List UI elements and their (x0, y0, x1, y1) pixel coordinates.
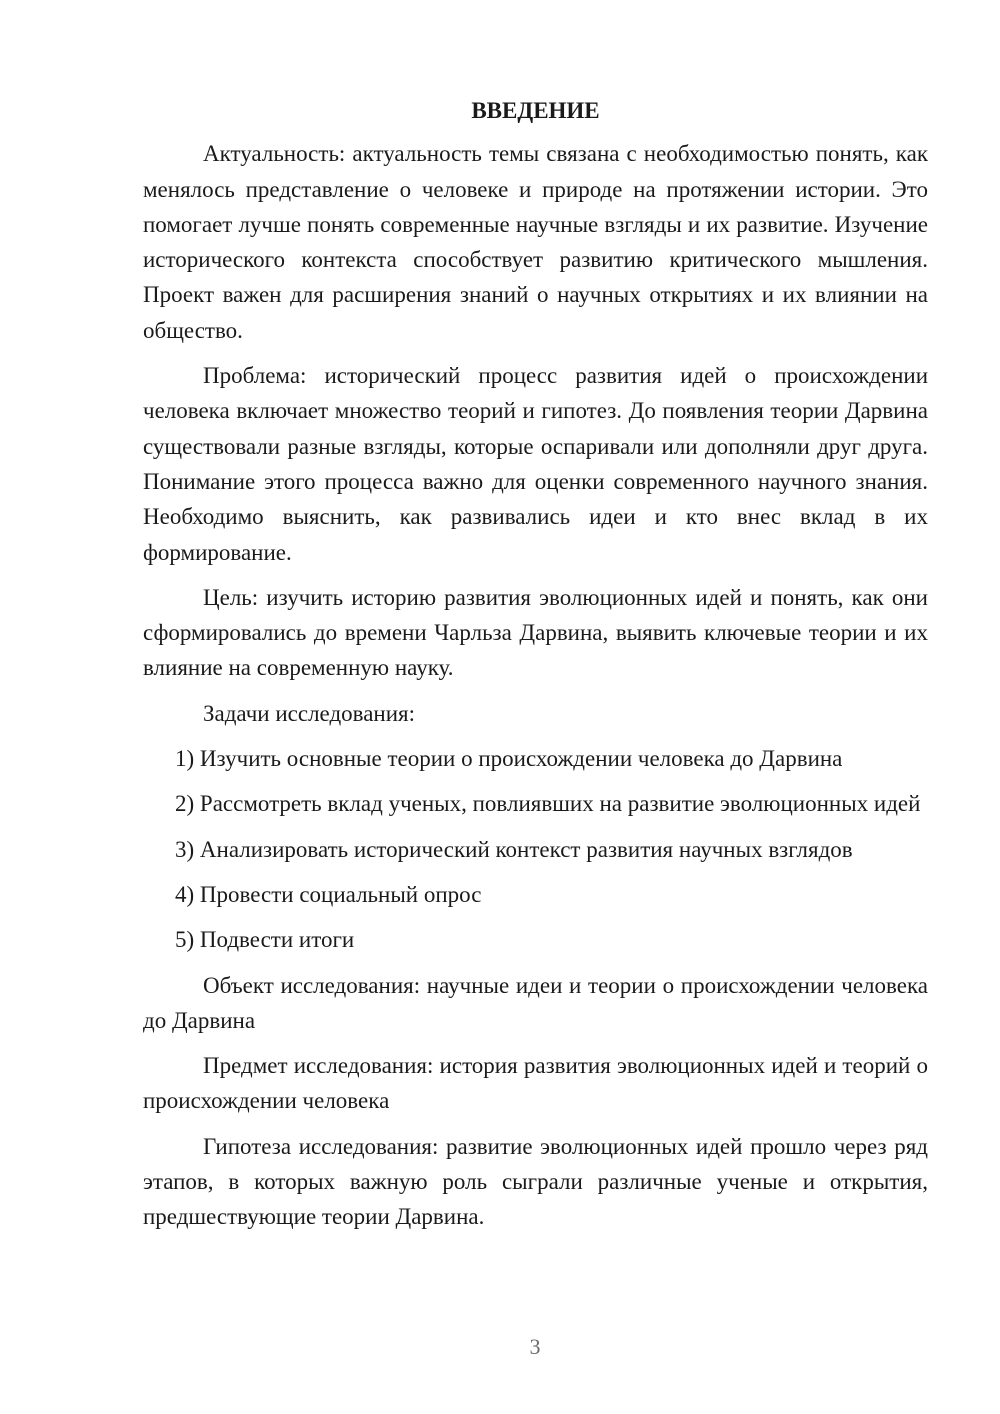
page-number: 3 (529, 1334, 541, 1359)
relevance-paragraph: Актуальность: актуальность темы связана с необходимостью понять, как менялось представление о человеке и природе на протяжении истории. Это помогает лучше понять современные научные взгляды и их развитие. Изучение исторического контекста способствует развитию критического мышления. Проект важен для расширения знаний о научных открытиях и их влиянии на общество. (143, 141, 928, 343)
task-item: 3) Анализировать исторический контекст развития научных взглядов (175, 836, 853, 862)
document-body (143, 93, 928, 1245)
task-item: 1) Изучить основные теории о происхождении человека до Дарвина (175, 746, 843, 772)
task-item: 5) Подвести итоги (175, 927, 355, 953)
section-heading: ВВЕДЕНИЕ (471, 98, 600, 123)
tasks-title: Задачи исследования: (203, 700, 416, 726)
object-paragraph: Объект исследования: научные идеи и теории о происхождении человека до Дарвина (143, 972, 928, 1033)
subject-paragraph: Предмет исследования: история развития эволюционных идей и теорий о происхождении человека (143, 1053, 928, 1114)
goal-paragraph: Цель: изучить историю развития эволюционных идей и понять, как они сформировались до времени Чарльза Дарвина, выявить ключевые теории и их влияние на современную науку. (143, 584, 928, 681)
problem-paragraph: Проблема: исторический процесс развития идей о происхождении человека включает множество теорий и гипотез. До появления теории Дарвина существовали разные взгляды, которые оспаривали или дополняли друг друга. Понимание этого процесса важно для оценки современного научного знания. Необходимо выяснить, как развивались идеи и кто внес вклад в их формирование. (143, 363, 928, 565)
task-item: 2) Рассмотреть вклад ученых, повлиявших на развитие эволюционных идей (175, 791, 921, 817)
task-item: 4) Провести социальный опрос (175, 881, 482, 907)
hypothesis-paragraph: Гипотеза исследования: развитие эволюционных идей прошло через ряд этапов, в которых важную роль сыграли различные ученые и открытия, предшествующие теории Дарвина. (143, 1133, 928, 1230)
